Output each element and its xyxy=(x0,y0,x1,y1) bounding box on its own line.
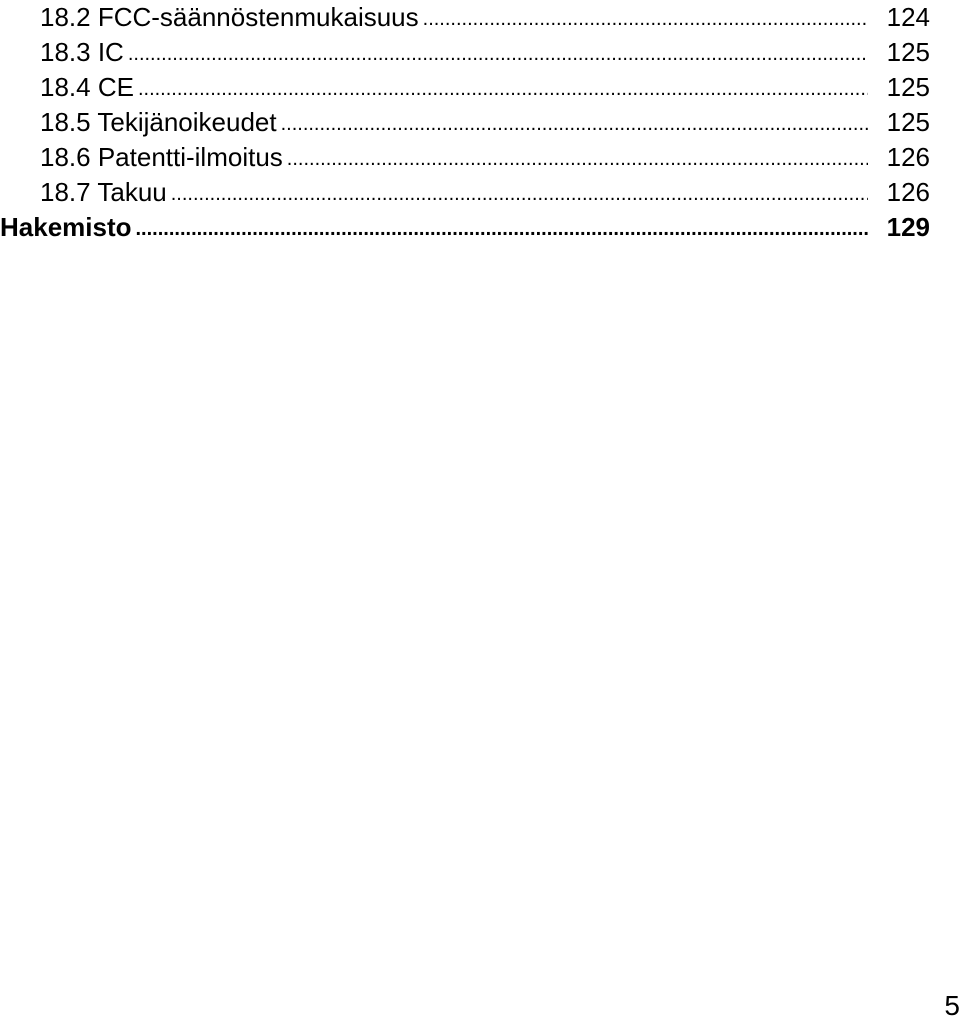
toc-entry-page: 124 xyxy=(886,2,930,32)
toc-entry-page: 126 xyxy=(886,177,930,207)
dot-leader xyxy=(171,174,868,211)
dot-leader xyxy=(287,139,868,176)
toc-entry-page: 125 xyxy=(886,107,930,137)
toc-entry-title: 18.4 CE xyxy=(40,72,134,102)
toc-entry-title: 18.3 IC xyxy=(40,37,124,67)
dot-leader xyxy=(128,34,868,71)
toc-entry-takuu[interactable] xyxy=(0,175,930,209)
toc-entry-patentti-ilmoitus[interactable] xyxy=(0,140,930,174)
toc-entry-ic[interactable] xyxy=(0,35,930,69)
toc-entry-page: 129 xyxy=(886,212,930,242)
page-number: 5 xyxy=(944,990,960,1021)
toc-entry-page: 126 xyxy=(886,142,930,172)
toc-entry-hakemisto[interactable] xyxy=(0,210,930,244)
toc-entry-ce[interactable] xyxy=(0,70,930,104)
toc-entry-page: 125 xyxy=(886,72,930,102)
toc-entry-title: 18.2 FCC-säännöstenmukaisuus xyxy=(40,2,419,32)
dot-leader xyxy=(138,69,868,106)
toc-entry-title: 18.7 Takuu xyxy=(40,177,167,207)
toc-entry-page: 125 xyxy=(886,37,930,67)
dot-leader xyxy=(136,209,869,246)
dot-leader xyxy=(423,0,868,36)
dot-leader xyxy=(281,104,868,141)
toc-entry-title: Hakemisto xyxy=(0,212,132,242)
toc-entry-tekijanoikeudet[interactable] xyxy=(0,105,930,139)
toc-entry-title: 18.6 Patentti-ilmoitus xyxy=(40,142,283,172)
toc-entry-title: 18.5 Tekijänoikeudet xyxy=(40,107,277,137)
toc-entry-fcc[interactable] xyxy=(0,0,930,34)
